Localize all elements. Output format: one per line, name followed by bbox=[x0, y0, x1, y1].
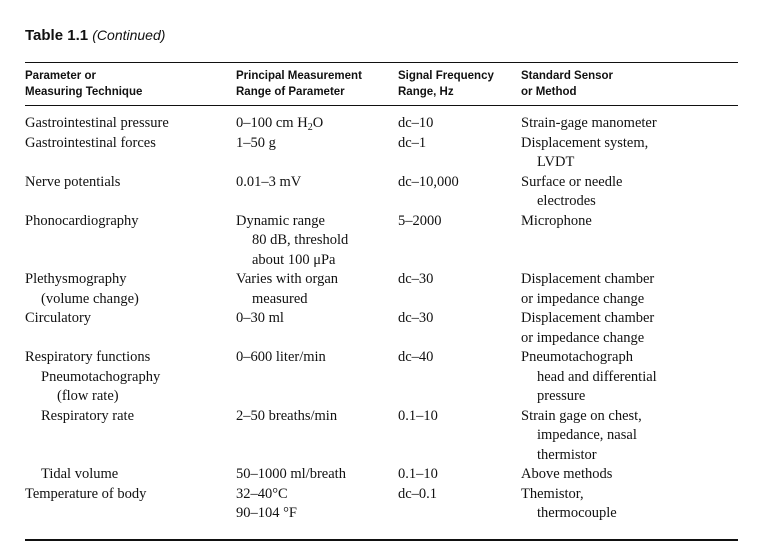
cell-range: 0–100 cm $H_2O$ bbox=[236, 115, 324, 133]
cell-range: Varies with organ measured bbox=[236, 271, 339, 307]
cell-sensor: Strain-gage manometer bbox=[521, 115, 657, 131]
table-title bbox=[25, 27, 165, 44]
cell-sensor: Themistor, thermocouple bbox=[521, 485, 617, 521]
table-row bbox=[0, 212, 760, 271]
cell-sensor: Displacement chamber or impedance change bbox=[521, 310, 655, 346]
cell-frequency: dc–40 bbox=[398, 349, 434, 365]
cell-parameter: Gastrointestinal pressure bbox=[25, 115, 169, 131]
cell-frequency: 0.1–10 bbox=[398, 407, 438, 424]
table-row bbox=[0, 173, 760, 212]
cell-parameter: Tidal volume bbox=[41, 466, 119, 482]
cell-parameter: Plethysmography (volume change) bbox=[25, 271, 139, 307]
header-sensor-method: Standard Sensor or Method bbox=[521, 70, 614, 98]
cell-frequency: dc–10,000 bbox=[398, 173, 459, 190]
table-row bbox=[0, 465, 760, 485]
cell-parameter: Phonocardiography bbox=[25, 212, 139, 229]
cell-parameter: Temperature of body bbox=[25, 485, 147, 502]
cell-parameter: Circulatory bbox=[25, 310, 92, 326]
table-number: Table 1.1 bbox=[25, 27, 89, 44]
cell-sensor: Strain gage on chest, impedance, nasal thermistor bbox=[521, 407, 642, 463]
cell-parameter: Pneumotachography (flow rate) bbox=[41, 368, 161, 404]
table-row bbox=[0, 368, 760, 407]
cell-range: Dynamic range 80 dB, threshold about 100 μPa bbox=[236, 212, 349, 268]
cell-range: 0.01–3 mV bbox=[236, 173, 302, 190]
table-row bbox=[0, 309, 760, 348]
table-body bbox=[0, 114, 760, 524]
cell-frequency: 5–2000 bbox=[398, 212, 442, 229]
cell-sensor: Above methods bbox=[521, 466, 613, 482]
cell-frequency: dc–30 bbox=[398, 310, 434, 326]
cell-frequency: 0.1–10 bbox=[398, 466, 438, 482]
cell-frequency: dc–30 bbox=[398, 271, 434, 287]
table-continued-note: (Continued) bbox=[92, 27, 166, 43]
cell-frequency: dc–0.1 bbox=[398, 485, 438, 502]
table-row bbox=[0, 134, 760, 173]
table-row bbox=[0, 114, 760, 134]
cell-range: 50–1000 ml/breath bbox=[236, 466, 346, 482]
cell-sensor: Displacement system, LVDT bbox=[521, 134, 649, 170]
header-parameter: Parameter or Measuring Technique bbox=[25, 70, 143, 98]
cell-range: 0–600 liter/min bbox=[236, 349, 326, 365]
cell-sensor: Pneumotachograph head and differential pressure bbox=[521, 349, 657, 404]
cell-sensor: Displacement chamber or impedance change bbox=[521, 271, 655, 307]
cell-range: 1–50 g bbox=[236, 134, 276, 151]
top-rule bbox=[25, 62, 738, 63]
cell-sensor: Surface or needle electrodes bbox=[521, 173, 623, 209]
cell-sensor: Microphone bbox=[521, 212, 592, 229]
cell-range: 2–50 breaths/min bbox=[236, 407, 338, 424]
table-row bbox=[0, 270, 760, 309]
table-row bbox=[0, 485, 760, 524]
header-rule bbox=[25, 105, 738, 106]
cell-frequency: dc–1 bbox=[398, 134, 427, 151]
cell-parameter: Respiratory functions bbox=[25, 349, 151, 365]
cell-parameter: Nerve potentials bbox=[25, 173, 121, 190]
header-measurement-range: Principal Measurement Range of Parameter bbox=[236, 70, 362, 98]
table-row bbox=[0, 407, 760, 466]
cell-range: 0–30 ml bbox=[236, 310, 284, 326]
header-signal-frequency: Signal Frequency Range, Hz bbox=[398, 70, 494, 98]
cell-frequency: dc–10 bbox=[398, 115, 434, 131]
cell-parameter: Respiratory rate bbox=[41, 407, 135, 424]
cell-range: 32–40°C 90–104 °F bbox=[236, 485, 297, 521]
cell-parameter: Gastrointestinal forces bbox=[25, 134, 156, 151]
bottom-rule bbox=[25, 539, 738, 541]
